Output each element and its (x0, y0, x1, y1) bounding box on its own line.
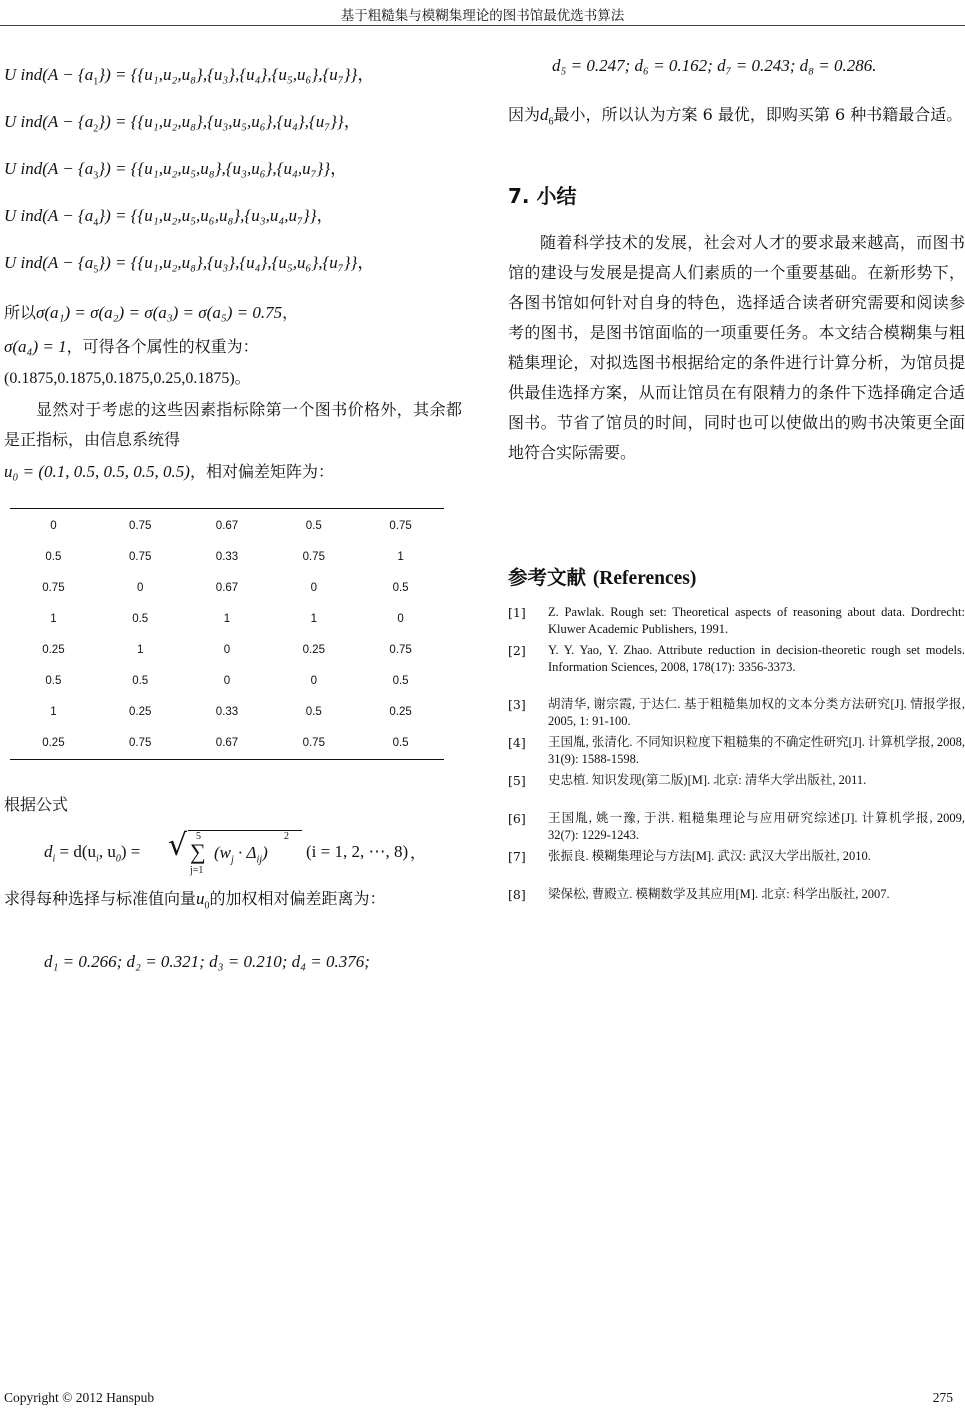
matrix-cell: 0 (310, 581, 317, 594)
reference-text: 张振良. 模糊集理论与方法[M]. 武汉: 武汉大学出版社, 2010. (548, 849, 871, 863)
reference-text: 王国胤, 张清化. 不同知识粒度下粗糙集的不确定性研究[J]. 计算机学报, 2008, 31(9): 1588-1598. (548, 735, 965, 766)
matrix-cell: 0.5 (392, 674, 409, 687)
summary-paragraph: 随着科学技术的发展，社会对人才的要求最来越高，而图书馆的建设与发展是提高人们素质的一个重要基础。在新形势下，各图书馆如何针对自身的特色，选择适合读者研究需要和阅读参考的图书，是图书馆面临的一项重要任务。本文结合模糊集与粗糙集理论，对拟选图书根据给定的条件进行计算分析，为馆员提供最佳选择方案，从而让馆员在有限精力的条件下选择确定合适图书。节省了馆员的时间，同时也可以使做出的购书决策更全面地符合实际需要。 (508, 233, 965, 462)
matrix-cell: 0.5 (45, 550, 62, 563)
d-values-left: d₁ = 0.266; d₂ = 0.321; d₃ = 0.210; d₄ = 0.376; (44, 952, 370, 971)
reference-number: [5] (508, 773, 526, 788)
matrix-cell: 0.75 (129, 519, 152, 532)
matrix-cell: 1 (50, 612, 57, 625)
partition-row: U $ind(A - \{a_4\}) = \{\{u_1,u_2,u_5,u_6,u_8\},\{u_3,u_4,u_7\}\}$， (4, 206, 334, 229)
matrix-cell: 0 (223, 674, 231, 687)
reference-item (508, 642, 965, 676)
matrix-cell: 0 (310, 674, 317, 687)
section-title: 7. 小结 (508, 184, 577, 208)
conclusion-paragraph: 因为$d_6$最小，所以认为方案 6 最优，即购买第 6 种书籍最合适。 (508, 105, 963, 128)
sigma-prefix: 所以 (4, 303, 37, 322)
reference-item (508, 810, 965, 844)
partition-row: U $ind(A - \{a_2\}) = \{\{u_1,u_2,u_8\},\{u_3,u_5,u_6\},\{u_4\},\{u_7\}\}$， (4, 112, 361, 135)
page-number: 275 (932, 1390, 953, 1405)
sum-upper: 5 (196, 831, 201, 842)
matrix-cell: 0.5 (132, 612, 149, 625)
d-values-right: d₅ = 0.247; d₆ = 0.162; d₇ = 0.243; d₈ = 0.286. (552, 56, 877, 75)
reference-number: [7] (508, 849, 526, 864)
matrix-cell: 0.5 (132, 674, 149, 687)
references-title: 参考文献 (References) (508, 566, 697, 589)
paragraph-distance: 求得每种选择与标准值向量$u_0$的加权相对偏差距离为： (4, 889, 386, 912)
matrix-cell: 0 (397, 612, 404, 625)
sigma-line (4, 298, 298, 328)
matrix-cell: 0.75 (42, 581, 65, 594)
reference-text: Y. Y. Yao, Y. Zhao. Attribute reduction in decision-theoretic rough set models. Information Sciences, 2008, 178(17): 3356-3373. (548, 643, 965, 674)
partition-row: U $ind(A - \{a_5\}) = \{\{u_1,u_2,u_8\},\{u_3\},\{u_4\},\{u_5,u_6\},\{u_7\}\}$， (4, 253, 375, 276)
radicand (188, 830, 302, 875)
reference-text: 王国胤, 姚一豫, 于洪. 粗糙集理论与应用研究综述[J]. 计算机学报, 2009, 32(7): 1229-1243. (548, 811, 965, 842)
reference-text: Z. Pawlak. Rough set: Theoretical aspects of reasoning about data. Dordrecht: Kluwer Academic Publishers, 1991. (548, 605, 965, 636)
matrix-cell: 0 (223, 643, 231, 656)
reference-item (508, 848, 965, 865)
sigma-equation: σ(a₁) = σ(a₂) = σ(a₃) = σ(a₅) = 0.75 (36, 303, 283, 322)
matrix-cell: 1 (310, 612, 317, 625)
partition-row: U $ind(A - \{a_3\}) = \{\{u_1,u_2,u_5,u_8\},\{u_3,u_6\},\{u_4,u_7\}\}$， (4, 159, 348, 182)
reference-item (508, 604, 965, 638)
sigma4-text: ，可得各个属性的权重为： (66, 337, 259, 356)
matrix-row (10, 634, 444, 665)
reference-number: [6] (508, 811, 526, 826)
sum-lower: j=1 (190, 865, 204, 876)
matrix-cell: 0.25 (389, 705, 412, 718)
formula-intro: 根据公式 (4, 795, 69, 814)
matrix-cell: 0.25 (302, 643, 325, 656)
matrix-row (10, 572, 444, 603)
reference-number: [8] (508, 887, 526, 902)
reference-number: [4] (508, 735, 526, 750)
matrix-cell: 0 (50, 519, 57, 532)
matrix-cell: 0.75 (302, 550, 325, 563)
matrix-cell: 0.5 (392, 581, 409, 594)
deviation-matrix (10, 510, 444, 758)
matrix-cell: 0.67 (215, 736, 239, 749)
matrix-cell: 0.5 (305, 705, 322, 718)
reference-item (508, 696, 965, 730)
u0-line (4, 457, 334, 487)
radical-sign: √ (168, 828, 188, 863)
formula-punct: ， (410, 843, 427, 862)
matrix-row (10, 696, 444, 727)
matrix-cell: 1 (397, 550, 404, 563)
sigma-suffix: ， (282, 303, 299, 322)
reference-number: [1] (508, 605, 526, 620)
reference-number: [3] (508, 697, 526, 712)
matrix-cell: 0.5 (45, 674, 62, 687)
reference-text: 胡清华, 谢宗霞, 于达仁. 基于粗糙集加权的文本分类方法研究[J]. 情报学报, 2005, 1: 91-100. (548, 697, 965, 728)
sum-symbol: ∑ (190, 839, 206, 864)
reference-item (508, 734, 965, 768)
reference-text: 梁保松, 曹殿立. 模糊数学及其应用[M]. 北京: 科学出版社, 2007. (548, 887, 890, 901)
reference-text: 史忠植. 知识发现(第二版)[M]. 北京: 清华大学出版社, 2011. (548, 773, 867, 787)
matrix-cell: 0.75 (129, 736, 152, 749)
matrix-top-rule (10, 508, 444, 509)
matrix-row (10, 727, 444, 758)
matrix-cell: 0.75 (302, 736, 325, 749)
matrix-bottom-rule (10, 759, 444, 760)
header-rule (0, 25, 965, 26)
copyright: Copyright © 2012 Hanspub (4, 1390, 155, 1405)
formula-left: $d_i = d(u_i$, $u_0$) = (44, 842, 141, 865)
matrix-row (10, 510, 444, 541)
u0-symbol: $u_0$ (196, 889, 210, 912)
matrix-cell: 1 (136, 643, 144, 656)
matrix-cell: 0.75 (129, 550, 152, 563)
u0-suffix: ，相对偏差矩阵为： (189, 462, 334, 481)
matrix-cell: 0.25 (129, 705, 152, 718)
matrix-cell: 0.5 (305, 519, 322, 532)
formula-range: (i = 1, 2, ⋯, 8) (306, 842, 409, 861)
matrix-row (10, 603, 444, 634)
matrix-row (10, 665, 444, 696)
matrix-cell: 0.33 (215, 705, 239, 718)
matrix-cell: 0.33 (215, 550, 239, 563)
partition-row: U $ind(A - \{a_1\}) = \{\{u_1,u_2,u_8\},\{u_3\},\{u_4\},\{u_5,u_6\},\{u_7\}\}$， (4, 65, 375, 88)
matrix-cell: 0 (136, 581, 144, 594)
matrix-cell: 0.67 (215, 519, 239, 532)
matrix-cell: 0.75 (389, 519, 412, 532)
running-header: 基于粗糙集与模糊集理论的图书馆最优选书算法 (340, 8, 625, 24)
sigma4-line (4, 332, 259, 362)
matrix-cell: 0.25 (42, 643, 65, 656)
u0-vector: u₀ = (0.1, 0.5, 0.5, 0.5, 0.5) (4, 462, 190, 481)
sigma4-equation: σ(a₄) = 1 (4, 337, 67, 356)
matrix-cell: 0.25 (42, 736, 65, 749)
reference-number: [2] (508, 643, 526, 658)
matrix-cell: 1 (223, 612, 231, 625)
sum-term: $(w_j \cdot \Delta_{ij})$ (214, 843, 268, 866)
reference-item (508, 772, 965, 789)
matrix-cell: 0.75 (389, 643, 412, 656)
d6-symbol: $d_6$ (540, 105, 554, 128)
matrix-cell: 0.5 (392, 736, 409, 749)
reference-item (508, 886, 965, 903)
matrix-cell: 0.67 (215, 581, 239, 594)
weights-vector: (0.1875,0.1875,0.1875,0.25,0.1875)。 (4, 370, 251, 387)
matrix-cell: 1 (50, 705, 57, 718)
exponent: 2 (284, 831, 289, 842)
matrix-row (10, 541, 444, 572)
paragraph-indicators: 显然对于考虑的这些因素指标除第一个图书价格外，其余都是正指标，由信息系统得 (4, 400, 462, 449)
